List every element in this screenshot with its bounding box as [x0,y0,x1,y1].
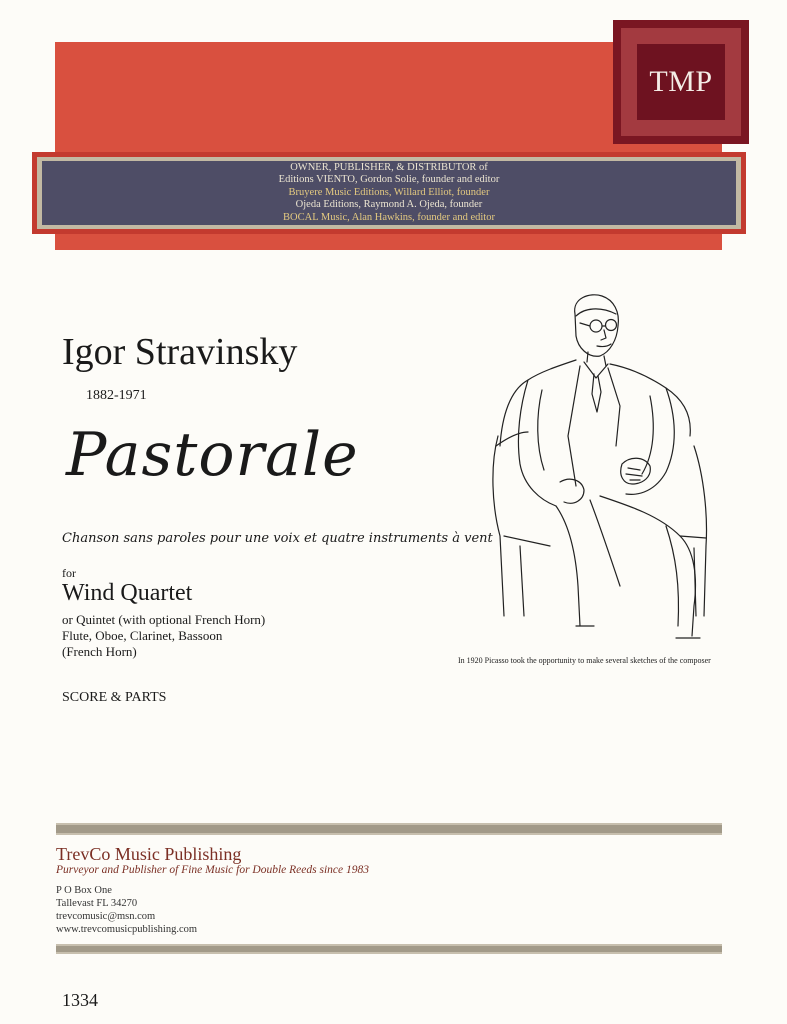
publisher-tagline: Purveyor and Publisher of Fine Music for Double Reeds since 1983 [56,864,369,876]
edition-label: SCORE & PARTS [62,690,167,705]
info-line-bruyere: Bruyere Music Editions, Willard Elliot, founder [288,186,490,198]
instrumentation-line: Flute, Oboe, Clarinet, Bassoon [62,628,223,643]
info-line-owner: OWNER, PUBLISHER, & DISTRIBUTOR of [290,161,488,173]
footer-bottom-rule [56,944,722,954]
work-subtitle: Chanson sans paroles pour une voix et quatre instruments à vent [62,531,493,546]
address-line: P O Box One [56,885,112,896]
instrumentation-line: (French Horn) [62,644,137,659]
info-line-ojeda: Ojeda Editions, Raymond A. Ojeda, founder [295,199,483,211]
tmp-badge-label: TMP [637,44,725,120]
info-line-viento: Editions VIENTO, Gordon Solie, founder and editor [278,174,500,186]
ensemble-name: Wind Quartet [62,580,193,606]
instrumentation-line: or Quintet (with optional French Horn) [62,612,266,627]
work-title: Pastorale [66,420,359,490]
image-caption: In 1920 Picasso took the opportunity to make several sketches of the composer [458,656,711,665]
catalog-number: 1334 [62,990,98,1010]
footer-top-rule [56,823,722,835]
publisher-name: TrevCo Music Publishing [56,844,242,864]
tmp-badge [613,20,749,144]
publisher-info-panel [32,152,746,234]
composer-dates: 1882-1971 [86,388,147,403]
address-line: Tallevast FL 34270 [56,898,138,909]
composer-name: Igor Stravinsky [62,331,298,373]
website-address: www.trevcomusicpublishing.com [56,924,198,935]
for-label: for [62,566,76,580]
info-line-bocal: BOCAL Music, Alan Hawkins, founder and editor [283,211,495,223]
picasso-sketch-image [480,286,730,646]
email-address: trevcomusic@msn.com [56,911,156,922]
